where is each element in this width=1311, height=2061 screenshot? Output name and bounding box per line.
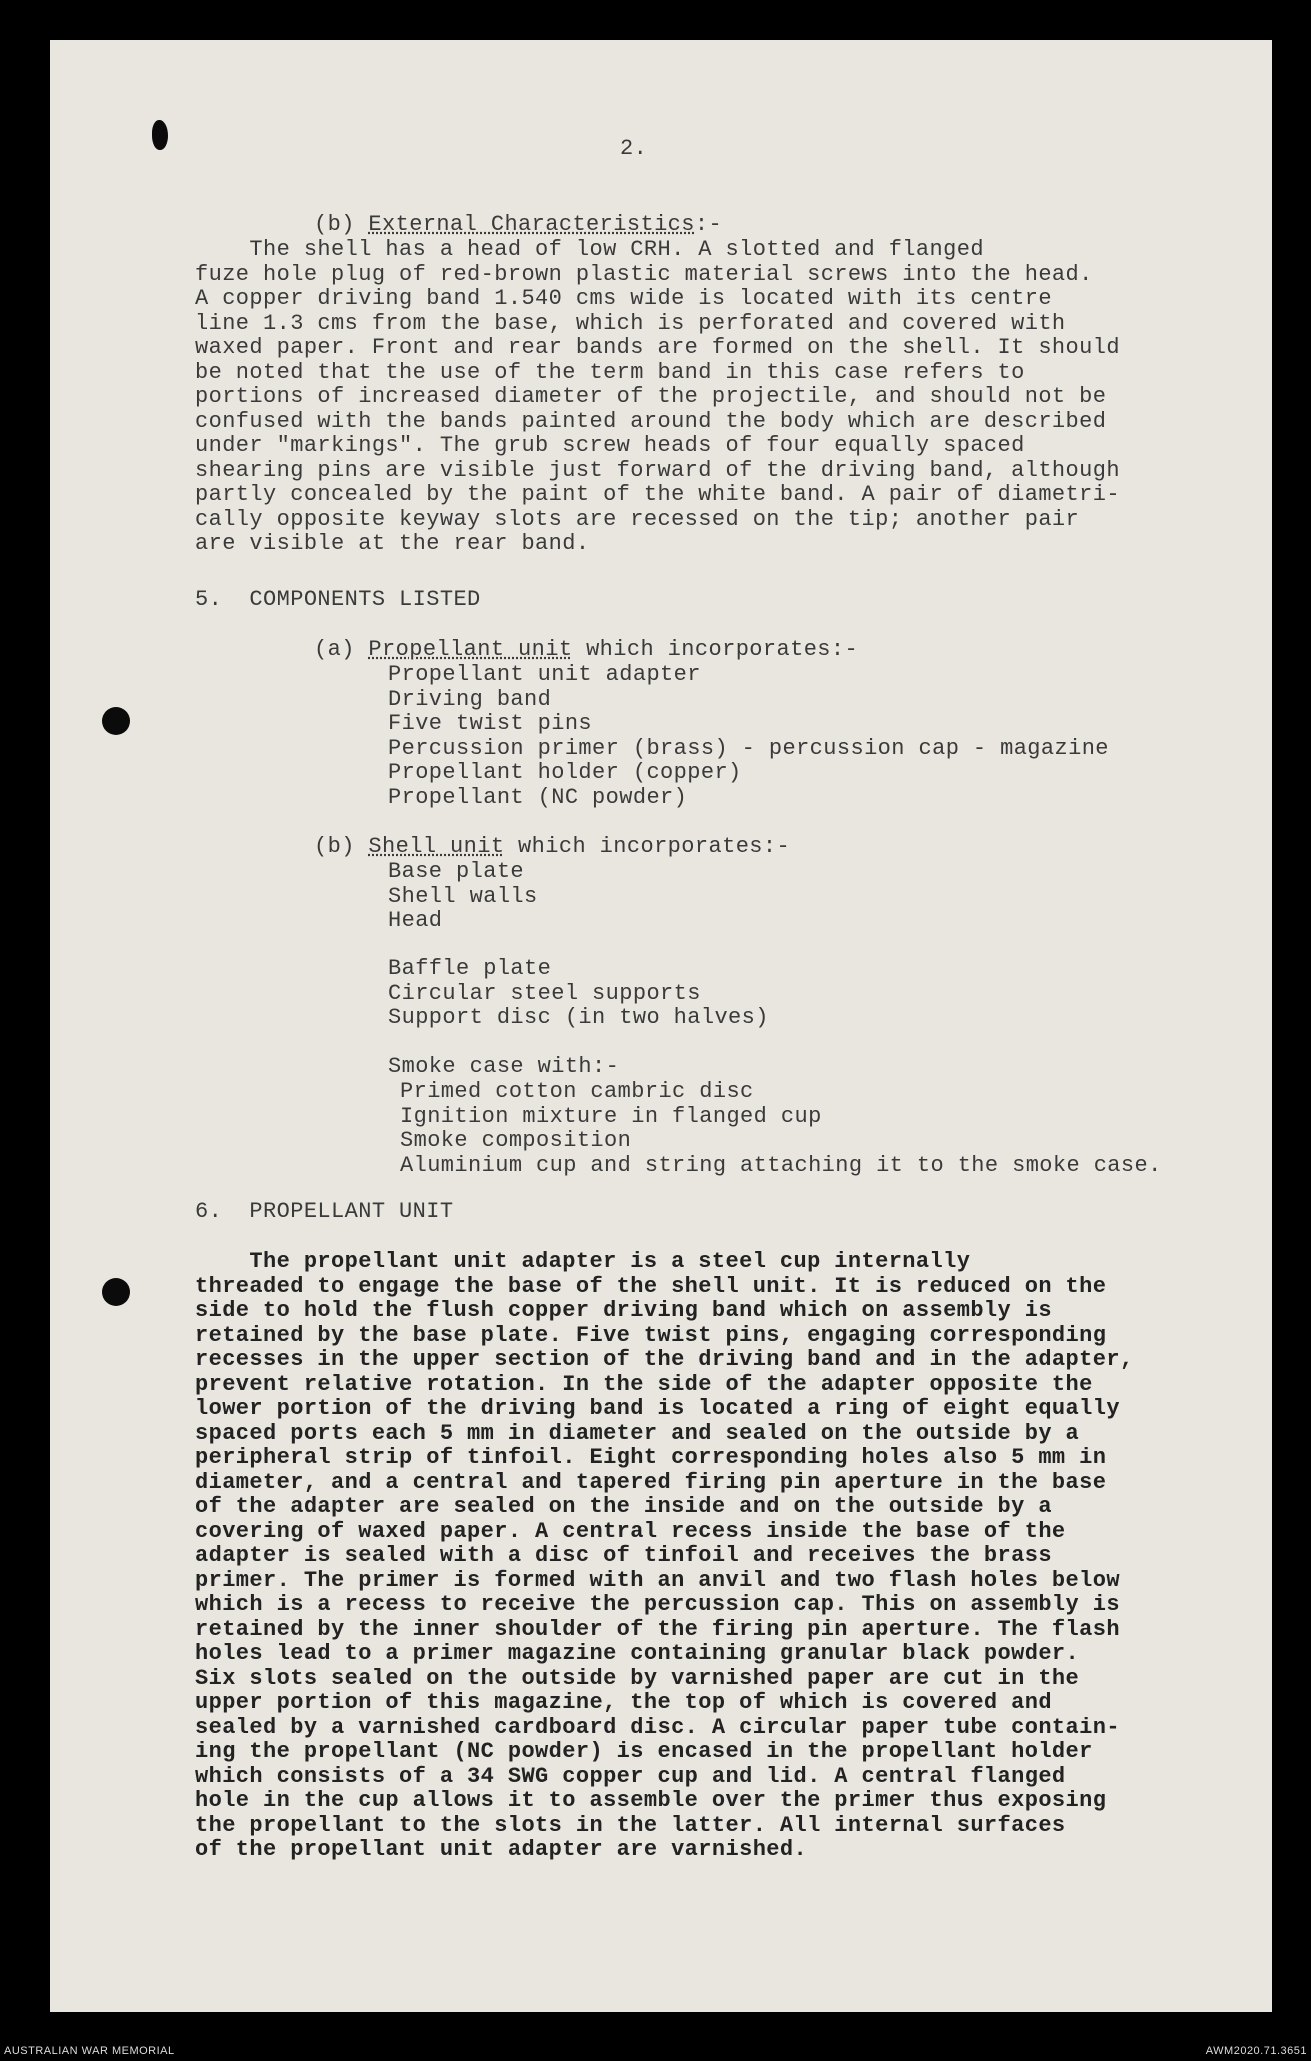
list-item: Propellant (NC powder) [388, 784, 688, 810]
text-line: retained by the base plate. Five twist pins, engaging corresponding [195, 1322, 1107, 1348]
text-line: of the adapter are sealed on the inside and on the outside by a [195, 1494, 1052, 1519]
text-line: peripheral strip of tinfoil. Eight corresponding holes also 5 mm in [195, 1445, 1107, 1470]
shell-unit-heading: (b) Shell unit which incorporates:- [314, 834, 791, 859]
text-line: of the propellant unit adapter are varnished. [195, 1837, 808, 1862]
list-item: Driving band [388, 686, 552, 712]
document-page [50, 40, 1272, 2012]
text-line: The propellant unit adapter is a steel cup internally [195, 1249, 971, 1274]
list-item: Shell walls [388, 883, 538, 909]
text-line: adapter is sealed with a disc of tinfoil and receives the brass [195, 1543, 1052, 1568]
footer-right: AWM2020.71.3651 [1205, 2045, 1307, 2057]
footer-left: AUSTRALIAN WAR MEMORIAL [4, 2045, 175, 2057]
propellant-unit-title: Propellant unit [368, 637, 573, 662]
list-item: Five twist pins [388, 711, 593, 736]
list-item: Ignition mixture in flanged cup [400, 1103, 822, 1129]
list-item: Propellant unit adapter [388, 662, 701, 687]
propellant-unit-list [388, 663, 1109, 810]
list-item: Aluminium cup and string attaching it to the smoke case. [400, 1152, 1162, 1178]
text-line: be noted that the use of the term band in this case refers to [195, 359, 1025, 385]
ink-blot [152, 120, 168, 150]
text-line: portions of increased diameter of the projectile, and should not be [195, 384, 1107, 409]
text-line: partly concealed by the paint of the white band. A pair of diametri- [195, 482, 1120, 507]
section-6-paragraph [195, 1250, 1134, 1863]
punch-hole-bottom [102, 1278, 130, 1306]
list-item: Head [388, 908, 443, 933]
punch-hole-top [102, 707, 130, 735]
text-line: covering of waxed paper. A central recess inside the base of the [195, 1518, 1066, 1544]
text-line: upper portion of this magazine, the top of which is covered and [195, 1690, 1052, 1715]
list-item: Circular steel supports [388, 980, 701, 1006]
text-line: recesses in the upper section of the driving band and in the adapter, [195, 1347, 1134, 1372]
text-line: which is a recess to receive the percussion cap. This on assembly is [195, 1592, 1120, 1617]
text-line: waxed paper. Front and rear bands are formed on the shell. It should [195, 335, 1120, 360]
text-line: which consists of a 34 SWG copper cup and lid. A central flanged [195, 1763, 1066, 1789]
shell-unit-list-1 [388, 860, 538, 934]
section-5-heading: 5. COMPONENTS LISTED [195, 587, 481, 612]
text-line: line 1.3 cms from the base, which is perforated and covered with [195, 310, 1066, 336]
text-line: shearing pins are visible just forward of the driving band, although [195, 457, 1120, 483]
page-number: 2. [620, 136, 648, 161]
text-line: under "markings". The grub screw heads of four equally spaced [195, 433, 1025, 458]
section-b-heading: (b) External Characteristics:- [314, 212, 723, 237]
text-line: threaded to engage the base of the shell unit. It is reduced on the [195, 1273, 1107, 1299]
text-line: Six slots sealed on the outside by varnished paper are cut in the [195, 1665, 1080, 1691]
section-b-paragraph [195, 238, 1120, 557]
text-line: lower portion of the driving band is located a ring of eight equally [195, 1396, 1120, 1421]
text-line: the propellant to the slots in the latter. All internal surfaces [195, 1812, 1066, 1838]
list-item: Primed cotton cambric disc [400, 1079, 754, 1104]
text-line: hole in the cup allows it to assemble over the primer thus exposing [195, 1788, 1107, 1813]
text-line: diameter, and a central and tapered firing pin aperture in the base [195, 1469, 1107, 1495]
text-line: spaced ports each 5 mm in diameter and sealed on the outside by a [195, 1420, 1080, 1446]
smoke-case-heading: Smoke case with:- [388, 1054, 620, 1079]
text-line: confused with the bands painted around the body which are described [195, 408, 1107, 434]
list-item: Propellant holder (copper) [388, 760, 742, 785]
list-item: Base plate [388, 859, 525, 884]
text-line: sealed by a varnished cardboard disc. A circular paper tube contain- [195, 1714, 1120, 1740]
text-line: primer. The primer is formed with an anvil and two flash holes below [195, 1567, 1120, 1593]
text-line: are visible at the rear band. [195, 531, 590, 556]
list-item: Baffle plate [388, 956, 552, 981]
smoke-case-list [400, 1080, 1162, 1178]
section-6-heading: 6. PROPELLANT UNIT [195, 1199, 454, 1224]
text-line: holes lead to a primer magazine containing granular black powder. [195, 1641, 1080, 1666]
text-line: cally opposite keyway slots are recessed on the tip; another pair [195, 506, 1080, 532]
text-line: A copper driving band 1.540 cms wide is located with its centre [195, 286, 1052, 311]
list-item: Support disc (in two halves) [388, 1005, 769, 1030]
list-item: Percussion primer (brass) - percussion cap - magazine [388, 735, 1109, 761]
text-line: ing the propellant (NC powder) is encased in the propellant holder [195, 1739, 1093, 1764]
propellant-unit-heading: (a) Propellant unit which incorporates:- [314, 637, 859, 662]
list-item: Smoke composition [400, 1128, 632, 1153]
text-line: side to hold the flush copper driving band which on assembly is [195, 1298, 1052, 1323]
text-line: prevent relative rotation. In the side of the adapter opposite the [195, 1371, 1093, 1397]
text-line: The shell has a head of low CRH. A slotted and flanged [195, 237, 984, 262]
text-line: retained by the inner shoulder of the firing pin aperture. The flash [195, 1616, 1120, 1642]
section-b-title: External Characteristics [368, 212, 695, 237]
text-line: fuze hole plug of red-brown plastic material screws into the head. [195, 261, 1093, 287]
shell-unit-title: Shell unit [368, 834, 505, 859]
shell-unit-list-2 [388, 957, 769, 1031]
